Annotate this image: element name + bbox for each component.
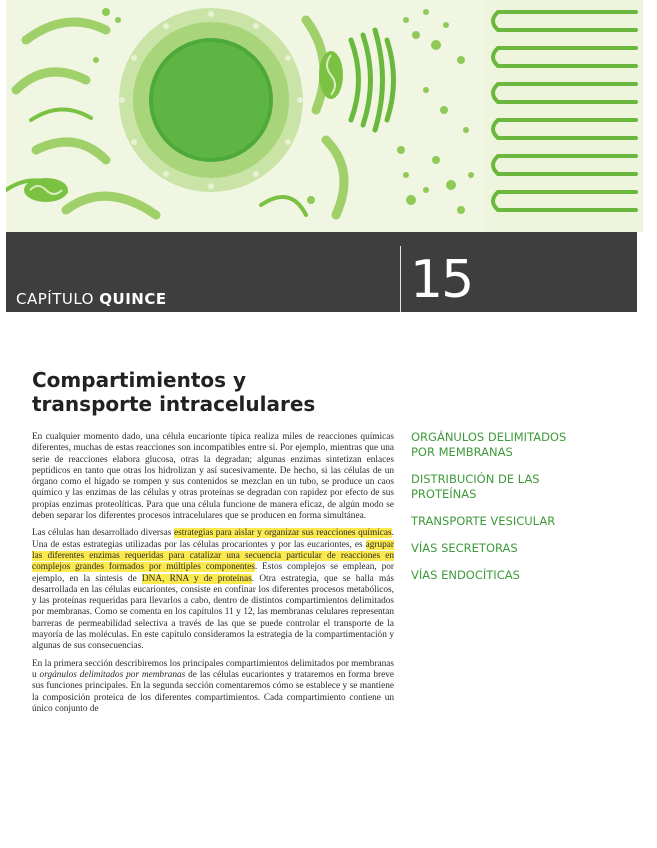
section-distribucion: DISTRIBUCIÓN DE LAS PROTEÍNAS: [411, 472, 540, 501]
section-transporte: TRANSPORTE VESICULAR: [411, 514, 556, 528]
p3-emphasis: orgánulos delimitados por membranas: [39, 669, 186, 680]
chapter-divider: [400, 246, 401, 312]
paragraph-3: [32, 659, 394, 715]
chapter-number: 15: [410, 250, 473, 310]
p2-highlight-3: DNA, RNA y de proteínas: [141, 573, 252, 584]
p2-highlight-1: estrategias para aislar y organizar sus reacciones químicas: [173, 528, 392, 539]
section-organulos: ORGÁNULOS DELIMITADOS POR MEMBRANAS: [411, 430, 567, 459]
chapter-title: Compartimientos y transporte intracelulares: [32, 368, 316, 416]
p2-highlight-2: agrupar las diferentes enzimas requeridas para catalizar una secuencia particular de reacciones en complejos grandes formados por múltiples componentes: [32, 539, 394, 573]
cell-illustration-graphic: [6, 0, 643, 232]
p3-text-a: En la primera sección describiremos los principales compartimientos delimitados por membranas u: [32, 658, 394, 680]
p2-text-b: . Una de estas estrategias utilizadas por las células procariontes y por las eucariontes, es: [32, 528, 394, 550]
paragraph-2: [32, 528, 394, 652]
p2-text-d: . Otra estrategia, que se halla más desarrollada en las células eucariontes, consiste en confinar los diferentes procesos metabólicos, y las proteínas requeridas para llevarlos a cabo, dentro de distintos compartimientos delimitados por membranas. Como se comenta en los capítulos 11 y 12, las membranas celulares representan barreras de permeabilidad selectiva a través de las que se puede controlar el transporte de la mayoría de las moléculas. En este capítulo consideramos la estrategia de la compartimentación y algunas de sus consecuencias.: [32, 573, 394, 652]
chapter-label: [16, 290, 167, 308]
p3-text-b: de las células eucariontes y trataremos en forma breve sus funciones principales. En la segunda sección comentaremos cómo se establece y se mantiene la composición proteica de los diferentes compartimientos. Cada compartimiento contiene un único conjunto de: [32, 669, 394, 714]
section-endociticas: VÍAS ENDOCÍTICAS: [411, 568, 520, 582]
p2-text-c: . Estos complejos se emplean, por ejemplo, en la síntesis de: [32, 562, 394, 584]
chapter-label-word: QUINCE: [99, 290, 167, 308]
section-secretoras: VÍAS SECRETORAS: [411, 541, 518, 555]
p2-text-a: Las células han desarrollado diversas: [32, 528, 174, 539]
body-text: [32, 432, 394, 721]
cell-illustration: [6, 0, 643, 232]
paragraph-1: En cualquier momento dado, una célula eucarionte típica realiza miles de reacciones químicas diferentes, muchas de estas reacciones son incompatibles entre sí. Por ejemplo, mientras que una serie de reacciones elabora glucosa, otras la degradan; algunas enzimas sintetizan enlaces peptídicos en tanto que otras los hidrolizan y así sucesivamente. De hecho, si las células de un órgano como el hígado se rompen y sus contenidos se mezclan en un tubo, se produce un caos químico y las enzimas de las células y otras proteínas se degradan con rapidez por efecto de sus propias enzimas proteolíticas. Para que una célula funcione de manera eficaz, de algún modo se deben separar los diferentes procesos intracelulares que se producen en forma simultánea.: [32, 432, 394, 522]
chapter-header-bar: [6, 232, 637, 312]
section-list: [411, 430, 591, 595]
chapter-label-prefix: CAPÍTULO: [16, 290, 94, 308]
